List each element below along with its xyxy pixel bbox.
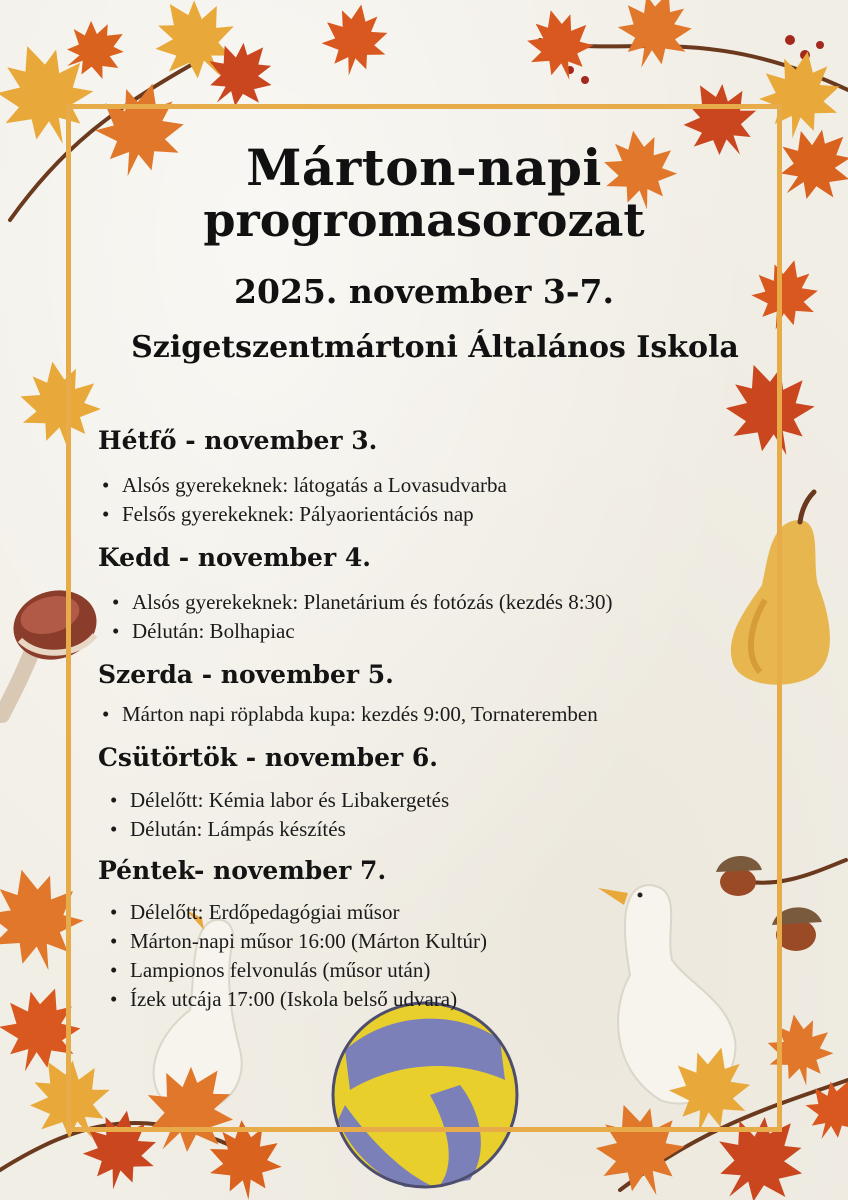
day-heading: Szerda - november 5. — [98, 660, 394, 689]
event-date: 2025. november 3-7. — [234, 272, 614, 311]
day-items — [100, 471, 507, 529]
day-heading: Hétfő - november 3. — [98, 426, 378, 455]
day-items — [110, 588, 613, 646]
day-items — [108, 898, 487, 1014]
school-name: Szigetszentmártoni Általános Iskola — [131, 330, 739, 365]
list-item: • Délután: Bolhapiac — [110, 617, 613, 646]
list-item: • Ízek utcája 17:00 (Iskola belső udvara) — [108, 985, 487, 1014]
list-item: • Délelőtt: Erdőpedagógiai műsor — [108, 898, 487, 927]
list-item: • Délután: Lámpás készítés — [108, 815, 449, 844]
day-items — [108, 786, 449, 844]
list-item: • Lampionos felvonulás (műsor után) — [108, 956, 487, 985]
poster-title-line2: progromasorozat — [203, 193, 645, 247]
day-heading: Csütörtök - november 6. — [98, 743, 438, 772]
list-item: • Márton-napi műsor 16:00 (Márton Kultúr) — [108, 927, 487, 956]
list-item: • Felsős gyerekeknek: Pályaorientációs nap — [100, 500, 507, 529]
poster-title-line1: Márton-napi — [246, 138, 602, 197]
list-item: • Alsós gyerekeknek: Planetárium és fotózás (kezdés 8:30) — [110, 588, 613, 617]
day-heading: Péntek- november 7. — [98, 856, 387, 885]
day-heading: Kedd - november 4. — [98, 543, 371, 572]
list-item: • Alsós gyerekeknek: látogatás a Lovasudvarba — [100, 471, 507, 500]
day-items — [100, 700, 598, 729]
list-item: • Márton napi röplabda kupa: kezdés 9:00, Tornateremben — [100, 700, 598, 729]
list-item: • Délelőtt: Kémia labor és Libakergetés — [108, 786, 449, 815]
